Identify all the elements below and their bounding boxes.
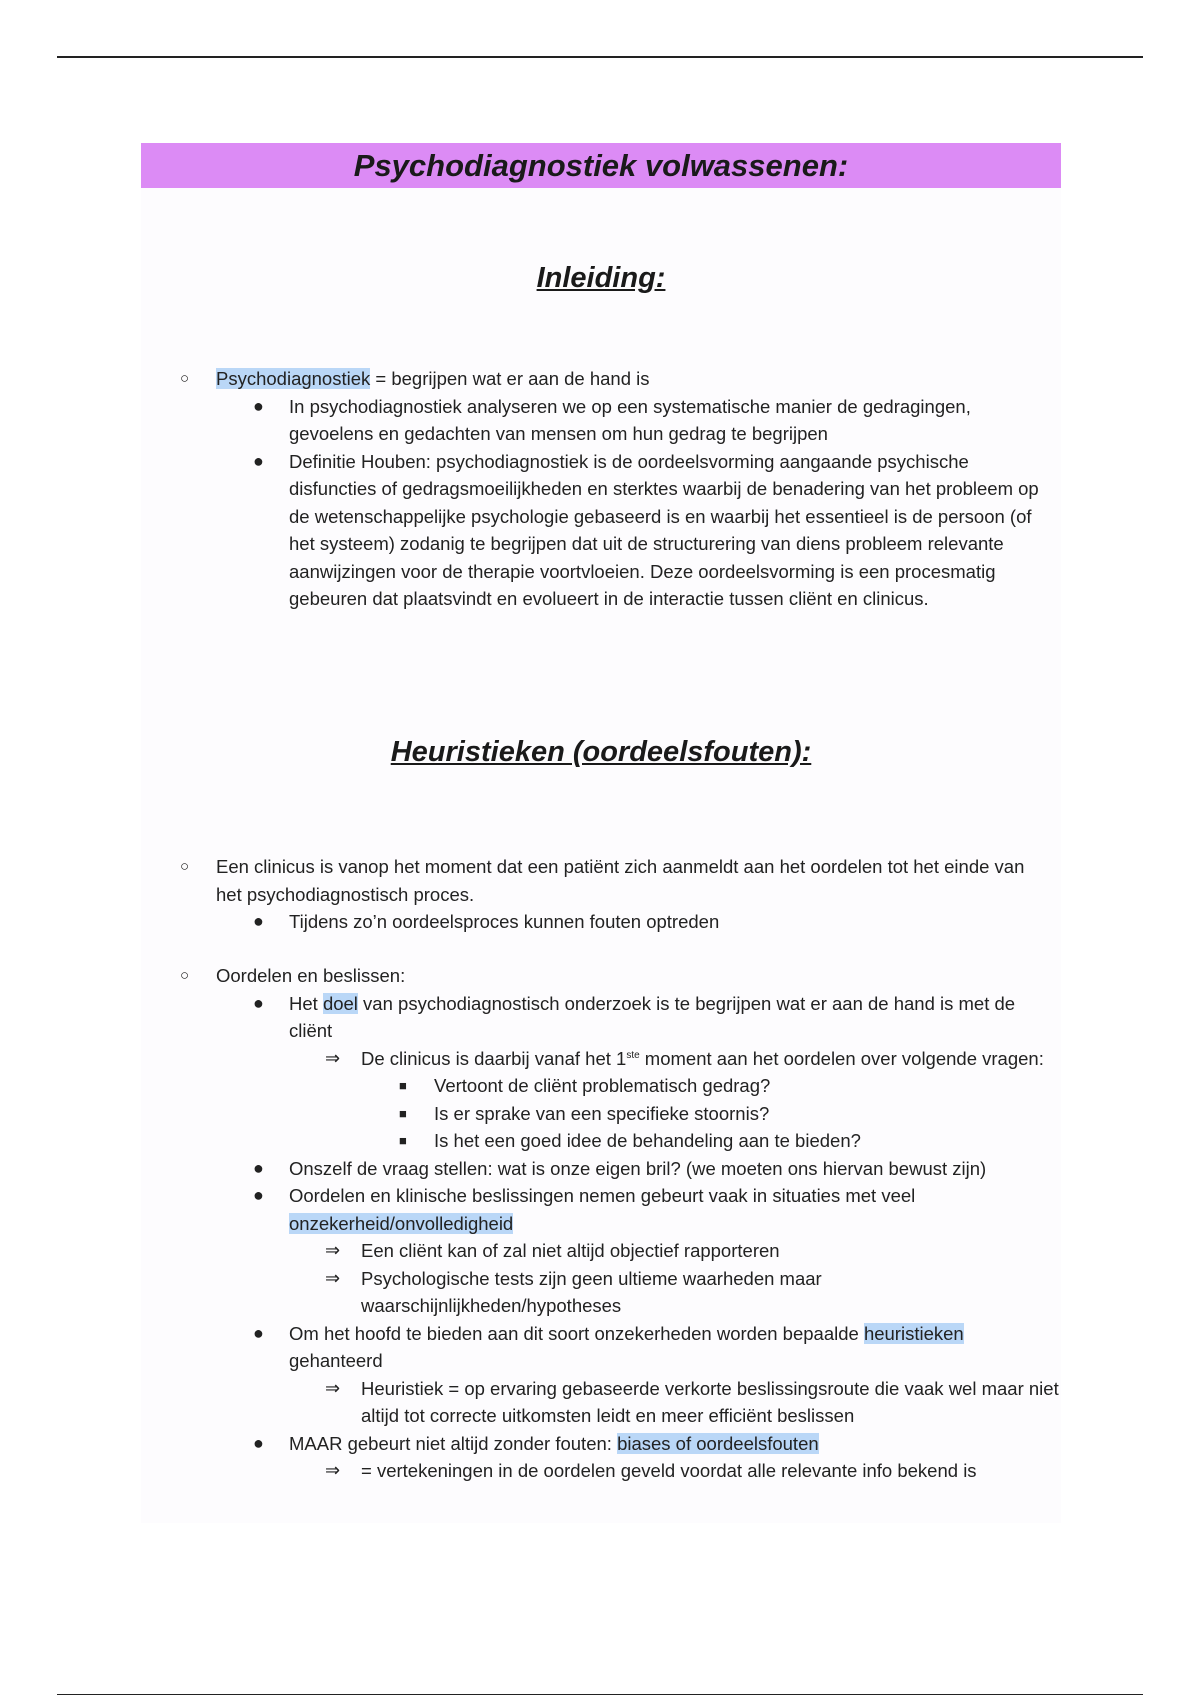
question-text: Is er sprake van een specifieke stoornis? [434, 1102, 770, 1124]
list-item [0, 365, 1046, 393]
list-item [0, 1100, 1064, 1128]
list-item [0, 853, 1046, 908]
highlighted-term: heuristieken [863, 1322, 964, 1344]
list-item [0, 1182, 1059, 1237]
square-bullet-icon: ■ [399, 1105, 407, 1121]
list-item [0, 1127, 1064, 1155]
highlighted-term: Psychodiagnostiek [216, 368, 371, 389]
list-item [0, 1155, 1059, 1183]
section-heading-inleiding: Inleiding: [536, 262, 666, 294]
arrow-icon: ⇒ [325, 1047, 341, 1068]
inleiding-list [0, 365, 1200, 613]
document-title: Psychodiagnostiek volwassenen: [353, 147, 849, 183]
top-rule [57, 56, 1143, 58]
question-text: Vertoont de cliënt problematisch gedrag? [434, 1075, 771, 1096]
item-text: Een clinicus is vanop het moment dat een patiënt zich aanmeldt aan het oordelen tot het einde van het psychodiagnostisch proces. [216, 856, 1025, 905]
list-item [0, 1375, 1061, 1430]
item-text: Het [289, 992, 323, 1014]
item-text: Om het hoofd te bieden aan dit soort onzekerheden worden bepaalde [289, 1322, 864, 1344]
item-text: Tijdens zo’n oordeelsproces kunnen fouten optreden [289, 911, 720, 932]
list-item [0, 393, 1059, 448]
item-text: Een cliënt kan of zal niet altijd objectief rapporteren [361, 1240, 780, 1261]
heuristieken-list-2 [0, 962, 1200, 1485]
bullet-icon: ● [253, 1157, 264, 1178]
highlighted-term: biases of oordeelsfouten [617, 1432, 819, 1454]
list-item [0, 962, 1046, 990]
item-text: gehanteerd [289, 1350, 383, 1371]
item-text: van psychodiagnostisch onderzoek is te begrijpen wat er aan de hand is met de cliënt [289, 992, 1016, 1041]
item-text: In psychodiagnostiek analyseren we op een systematische manier de gedragingen, gevoelens en gedachten van mensen om hun gedrag te begrijpen [289, 395, 971, 444]
item-text: Psychologische tests zijn geen ultieme waarheden maar waarschijnlijkheden/hypotheses [361, 1267, 822, 1316]
item-text: moment aan het oordelen over volgende vragen: [639, 1047, 1044, 1069]
list-item [0, 1045, 1061, 1073]
bottom-rule [57, 1694, 1143, 1695]
list-item [0, 1430, 1059, 1458]
arrow-icon: ⇒ [325, 1267, 341, 1288]
item-text: Heuristiek = op ervaring gebaseerde verkorte beslissingsroute die vaak wel maar niet altijd tot correcte uitkomsten leidt en meer efficiënt beslissen [361, 1377, 1059, 1426]
circle-bullet-icon: ○ [180, 370, 190, 387]
arrow-icon: ⇒ [325, 1377, 341, 1398]
item-text: MAAR gebeurt niet altijd zonder fouten: [289, 1432, 618, 1454]
list-item [0, 1072, 1064, 1100]
bullet-icon: ● [253, 395, 264, 416]
list-item [0, 1320, 1059, 1375]
list-item [0, 908, 1059, 936]
heuristieken-list-1 [0, 853, 1200, 936]
list-item [0, 1457, 1061, 1485]
list-item [0, 448, 1059, 613]
definition-houben-text: Definitie Houben: psychodiagnostiek is de oordeelsvorming aangaande psychische disfuncties of gedragsmoeilijkheden en sterktes waarbij de benadering van het probleem op de wetenschappelijke psychologie gebaseerd is en waarbij het essentieel is de persoon (of het systeem) zodanig te begrijpen dat uit de structurering van diens probleem relevante aanwijzingen voor de therapie voortvloeien. Deze oordeelsvorming is een procesmatig gebeuren dat plaatsvindt en evolueert in de interactie tussen cliënt en clinicus. [289, 450, 1039, 609]
list-item [0, 1237, 1061, 1265]
item-text: = vertekeningen in de oordelen geveld voordat alle relevante info bekend is [361, 1460, 977, 1481]
square-bullet-icon: ■ [399, 1133, 407, 1148]
section-heading-heuristieken: Heuristieken (oordeelsfouten): [390, 736, 812, 768]
item-text: Oordelen en klinische beslissingen nemen gebeurt vaak in situaties met veel [289, 1185, 916, 1206]
bullet-icon: ● [253, 1185, 264, 1205]
item-text: De clinicus is daarbij vanaf het 1 [361, 1047, 627, 1069]
title-banner [141, 143, 1061, 188]
list-item [0, 990, 1059, 1045]
highlighted-term: onzekerheid/onvolledigheid [289, 1212, 514, 1234]
bullet-icon: ● [253, 911, 264, 931]
list-item [0, 1265, 1061, 1320]
square-bullet-icon: ■ [399, 1078, 407, 1093]
circle-bullet-icon: ○ [180, 967, 190, 984]
bullet-icon: ● [253, 992, 264, 1013]
bullet-icon: ● [253, 1432, 264, 1453]
superscript: ste [626, 1049, 640, 1061]
arrow-icon: ⇒ [325, 1460, 341, 1480]
question-text: Is het een goed idee de behandeling aan te bieden? [434, 1130, 861, 1151]
circle-bullet-icon: ○ [180, 858, 190, 875]
item-text: Onszelf de vraag stellen: wat is onze eigen bril? (we moeten ons hiervan bewust zijn) [289, 1157, 987, 1179]
arrow-icon: ⇒ [325, 1240, 341, 1260]
bullet-icon: ● [253, 1322, 264, 1343]
bullet-icon: ● [253, 450, 264, 471]
item-text: = begrijpen wat er aan de hand is [370, 368, 650, 389]
highlighted-term: doel [322, 992, 358, 1014]
item-text: Oordelen en beslissen: [216, 965, 406, 986]
